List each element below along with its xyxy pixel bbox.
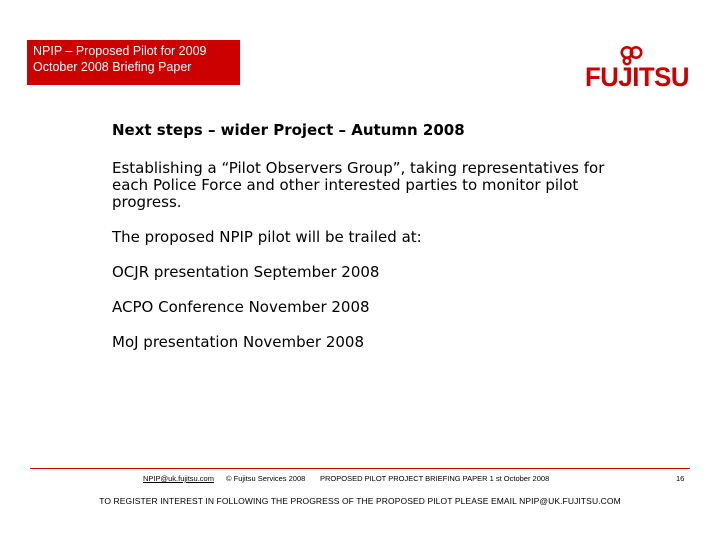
header-line-1: NPIP – Proposed Pilot for 2009 [33,44,207,58]
paragraph-trail-intro: The proposed NPIP pilot will be trailed at: [112,228,422,246]
main-content [112,120,672,369]
header-line-2: October 2008 Briefing Paper [33,60,192,74]
footer-copyright: © Fujitsu Services 2008 [226,474,306,483]
list-item-moj: MoJ presentation November 2008 [112,333,364,351]
list-item-ocjr: OCJR presentation September 2008 [112,263,380,281]
fujitsu-logo [584,44,690,94]
footer-divider [30,468,690,469]
list-item-acpo: ACPO Conference November 2008 [112,298,370,316]
slide-heading: Next steps – wider Project – Autumn 2008 [112,121,465,139]
logo-wordmark: FUJITSU [585,62,689,92]
register-interest-note: TO REGISTER INTEREST IN FOLLOWING THE PROGRESS OF THE PROPOSED PILOT PLEASE EMAIL NPIP@UK.FUJITSU.COM [99,496,621,506]
header-title-box [27,40,240,85]
footer-page-number: 16 [676,474,685,483]
footer-document-title: PROPOSED PILOT PROJECT BRIEFING PAPER 1 st October 2008 [320,474,550,483]
paragraph-pilot-observers: Establishing a “Pilot Observers Group”, taking representatives for each Police Force and other interested parties to monitor pilot progress. [112,159,605,211]
footer-bar [0,474,720,486]
footer-email-link[interactable]: NPIP@uk.fujitsu.com [143,474,214,483]
